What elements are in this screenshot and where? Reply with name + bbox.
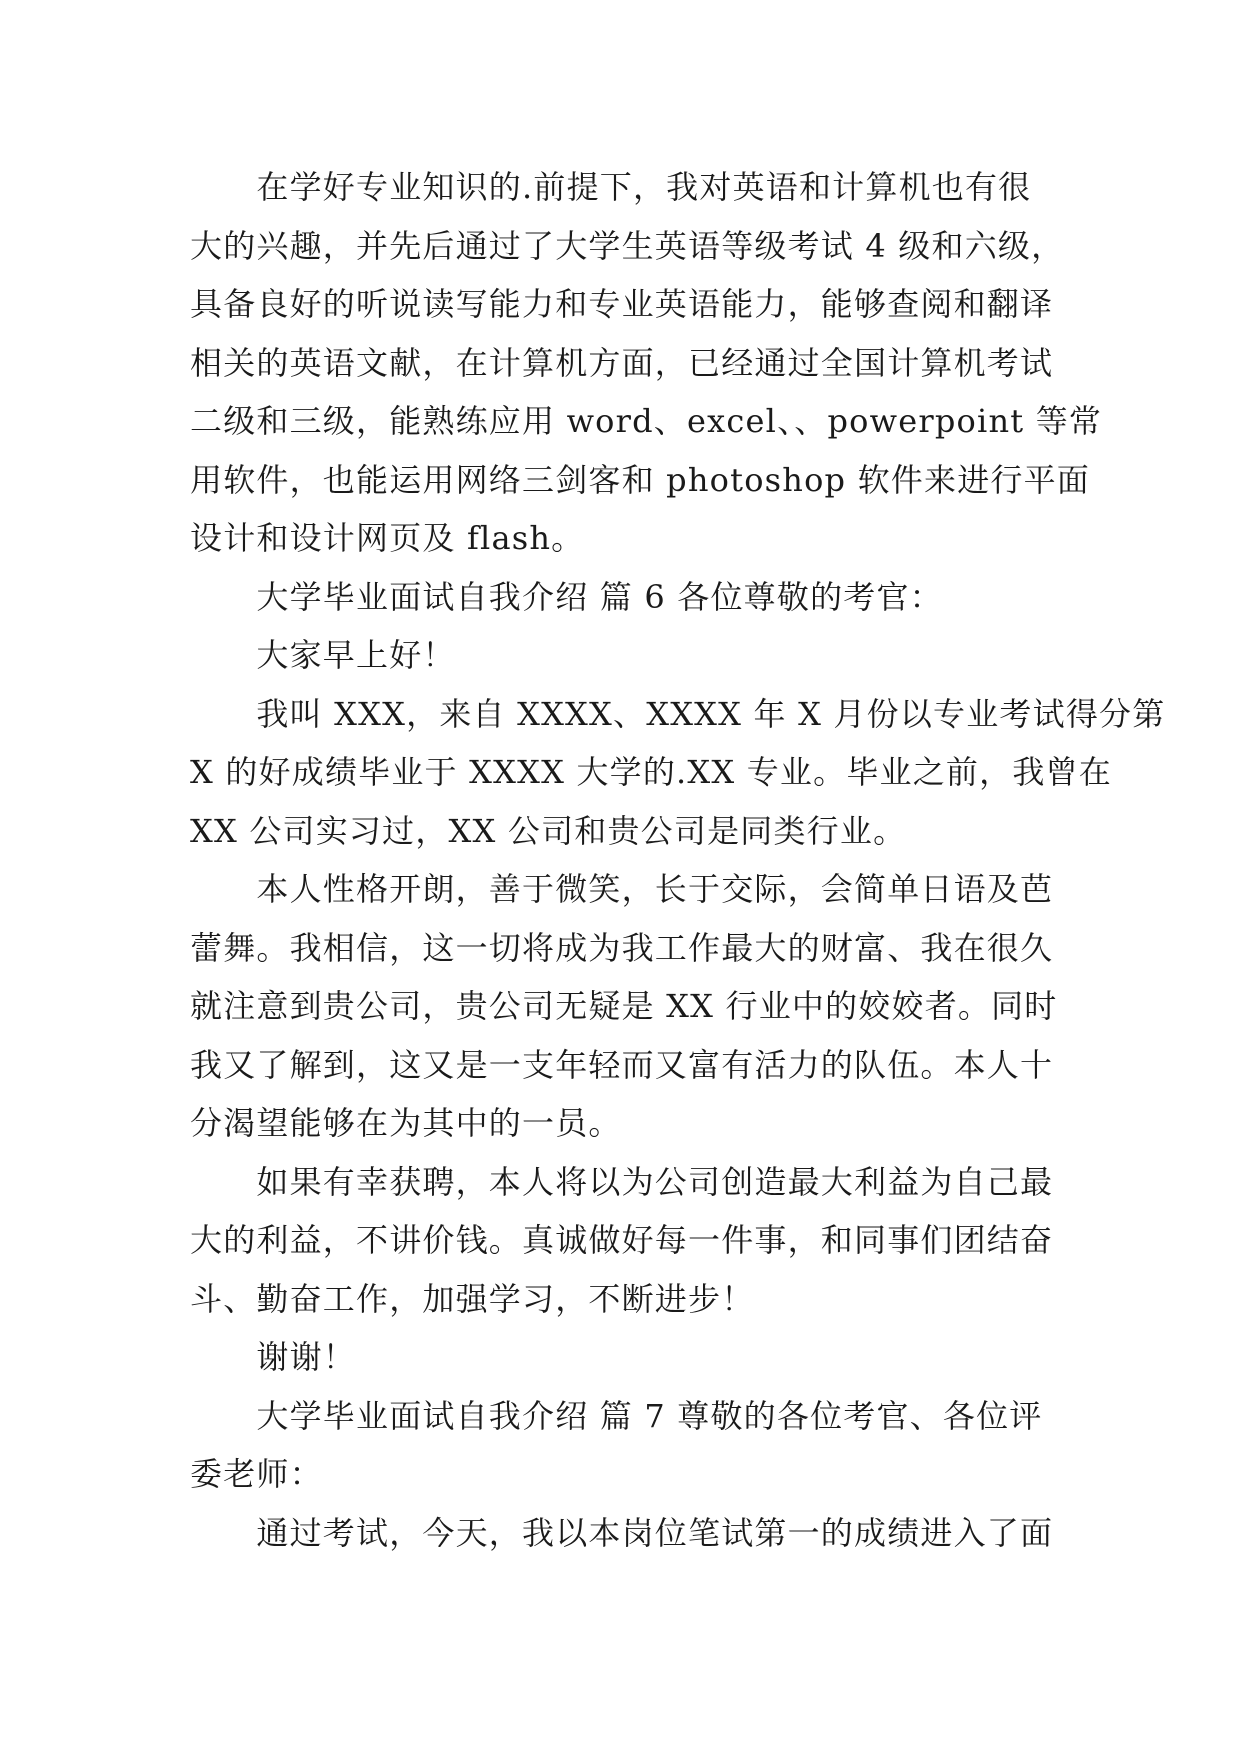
paragraph-introduction: [190, 685, 1166, 861]
text-line: 委老师：: [190, 1455, 323, 1493]
text-line: 大的兴趣，并先后通过了大学生英语等级考试 4 级和六级，: [190, 226, 1065, 265]
section-heading-7: [190, 1387, 1050, 1504]
paragraph-greeting: [190, 626, 1050, 685]
text-line: 在学好专业知识的.前提下，我对英语和计算机也有很: [190, 168, 1032, 206]
text-line: 通过考试，今天，我以本岗位笔试第一的成绩进入了面: [190, 1513, 1054, 1552]
text-line: X 的好成绩毕业于 XXXX 大学的.XX 专业。毕业之前，我曾在: [190, 753, 1112, 791]
paragraph-skills: [190, 158, 1103, 568]
text-line: 大家早上好！: [190, 636, 456, 674]
text-line: 大学毕业面试自我介绍 篇 7 尊敬的各位考官、各位评: [190, 1396, 1043, 1435]
text-line: 就注意到贵公司，贵公司无疑是 XX 行业中的姣姣者。同时: [190, 987, 1058, 1025]
text-line: 斗、勤奋工作，加强学习，不断进步！: [190, 1279, 755, 1318]
paragraph-thanks: [190, 1328, 1050, 1387]
text-line: 用软件，也能运用网络三剑客和 photoshop 软件来进行平面: [190, 460, 1091, 499]
document-body: [190, 158, 1166, 1562]
text-line: 大学毕业面试自我介绍 篇 6 各位尊敬的考官：: [190, 577, 943, 616]
text-line: 蕾舞。我相信，这一切将成为我工作最大的财富、我在很久: [190, 928, 1054, 967]
text-line: 谢谢！: [190, 1338, 357, 1376]
section-heading-6: [190, 568, 1050, 627]
text-line: XX 公司实习过，XX 公司和贵公司是同类行业。: [190, 811, 907, 850]
paragraph-exam: [190, 1504, 1054, 1563]
text-line: 具备良好的听说读写能力和专业英语能力，能够查阅和翻译: [190, 285, 1054, 323]
paragraph-commitment: [190, 1153, 1054, 1329]
text-line: 如果有幸获聘，本人将以为公司创造最大利益为自己最: [190, 1162, 1054, 1201]
text-line: 本人性格开朗，善于微笑，长于交际，会简单日语及芭: [190, 870, 1054, 908]
text-line: 我叫 XXX，来自 XXXX、XXXX 年 X 月份以专业考试得分第: [190, 694, 1166, 733]
text-line: 相关的英语文献，在计算机方面，已经通过全国计算机考试: [190, 343, 1054, 382]
text-line: 分渴望能够在为其中的一员。: [190, 1104, 622, 1142]
text-line: 大的利益，不讲价钱。真诚做好每一件事，和同事们团结奋: [190, 1221, 1054, 1259]
text-line: 我又了解到，这又是一支年轻而又富有活力的队伍。本人十: [190, 1045, 1054, 1084]
text-line: 设计和设计网页及 flash。: [190, 519, 585, 557]
text-line: 二级和三级，能熟练应用 word、excel、、powerpoint 等常: [190, 402, 1103, 440]
paragraph-personality: [190, 860, 1058, 1153]
